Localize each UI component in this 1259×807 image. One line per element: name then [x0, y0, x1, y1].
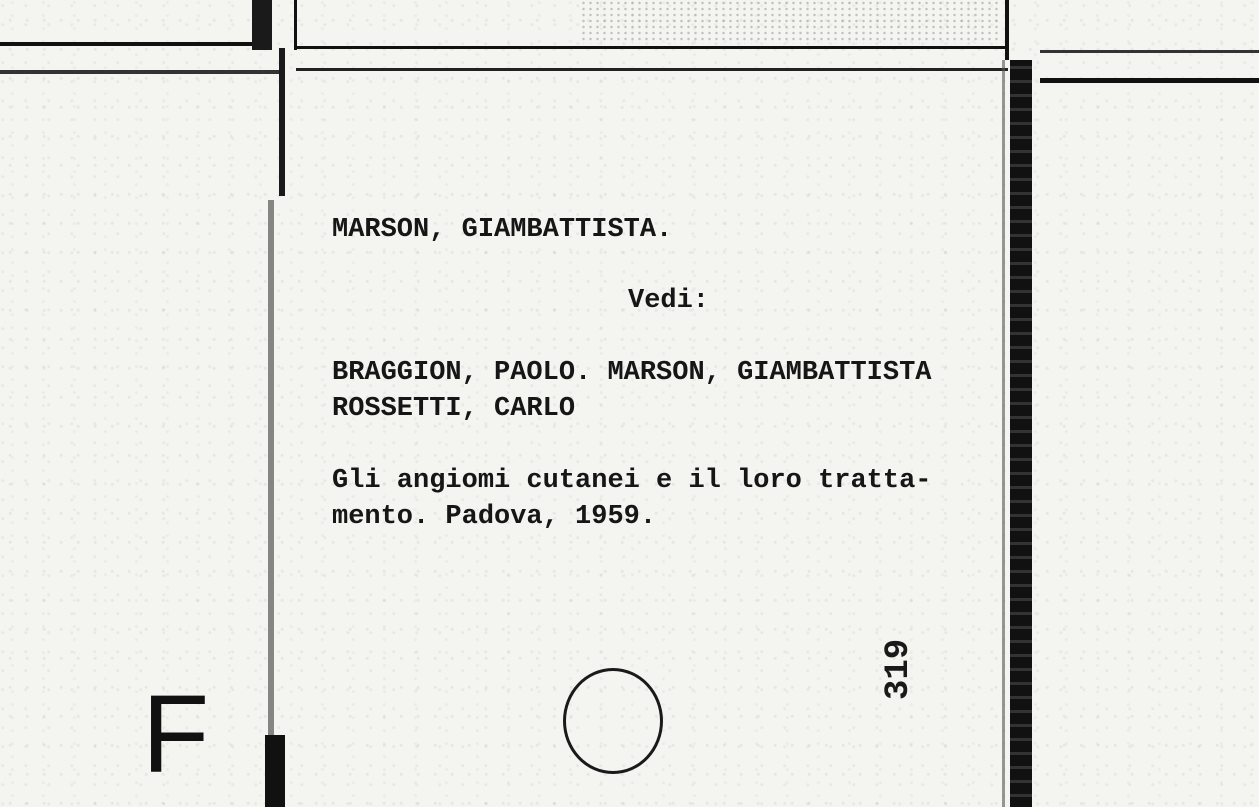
author-heading: MARSON, GIAMBATTISTA. [332, 215, 673, 245]
shelf-number: 319 [880, 638, 918, 700]
card-edge-right-top [1005, 0, 1009, 60]
card-edge-right-inner [1002, 60, 1005, 807]
adjacent-card-edge [1040, 78, 1259, 83]
card-edge-right [1010, 60, 1032, 807]
adjacent-card-noise [580, 0, 1000, 44]
see-label: Vedi: [628, 286, 710, 316]
margin-letter: F [142, 673, 210, 796]
punch-hole [563, 668, 663, 774]
adjacent-card-edge-upper [1040, 50, 1259, 53]
card-edge-top-left-lower [0, 70, 280, 74]
cross-reference-authors: BRAGGION, PAOLO. MARSON, GIAMBATTISTA ROSSETTI, CARLO [332, 358, 932, 424]
card-edge-left-top [294, 0, 297, 50]
card-edge-left-bottom [265, 735, 285, 807]
card-edge-top [296, 46, 1006, 49]
card-edge-left [279, 48, 285, 196]
card-edge-top-inner [296, 68, 1008, 71]
card-edge-left-stub [252, 0, 272, 50]
work-title: Gli angiomi cutanei e il loro tratta- mento. Padova, 1959. [332, 466, 932, 532]
card-edge-left-shadow [268, 200, 274, 740]
card-edge-top-left [0, 42, 262, 46]
